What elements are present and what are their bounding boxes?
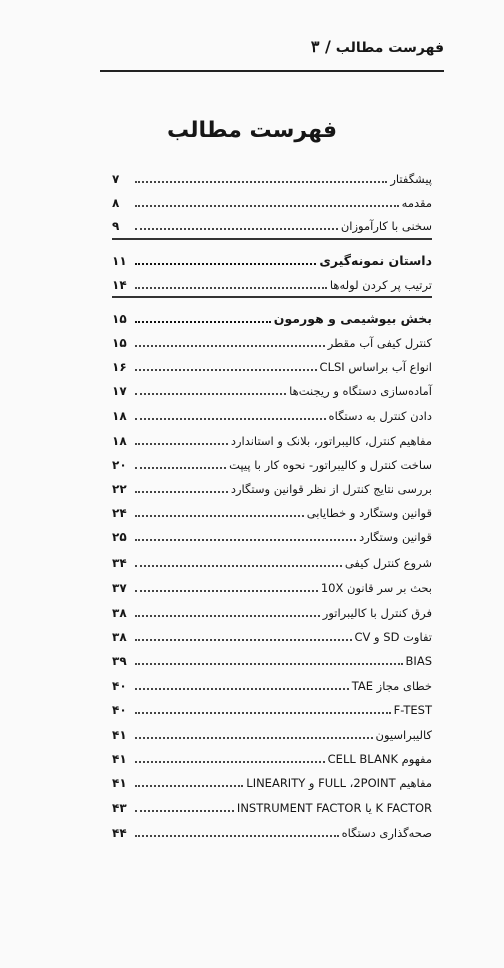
- toc-section[interactable]: [112, 248, 432, 268]
- leader-dots: [135, 393, 286, 395]
- toc-entry-label: ساخت کنترل و کالیبراتور- نحوه کار با پیپت: [229, 458, 432, 472]
- toc-entry[interactable]: [112, 476, 432, 496]
- toc-entry-page: ۲۲: [112, 482, 127, 496]
- leader-dots: [135, 761, 325, 763]
- leader-dots: [135, 565, 342, 567]
- toc-entry[interactable]: [112, 330, 432, 350]
- toc-entry[interactable]: [112, 722, 432, 742]
- page-title: فهرست مطالب: [166, 118, 338, 143]
- toc-section-label: داستان نمونه‌گیری: [319, 253, 432, 268]
- header-rule: [100, 70, 444, 72]
- toc-entry-label: شروع کنترل کیفی: [344, 556, 432, 570]
- toc-entry[interactable]: [112, 524, 432, 544]
- toc-entry-page: ۱۴: [112, 278, 127, 292]
- toc-entry-page: ۳۴: [112, 556, 127, 570]
- toc-entry[interactable]: [112, 575, 432, 595]
- toc-entry[interactable]: [112, 272, 432, 292]
- toc-entry[interactable]: [112, 770, 432, 790]
- toc-entry-page: ۴۱: [112, 728, 127, 742]
- toc-entry-label: پیشگفتار: [390, 172, 432, 186]
- toc-entry-page: ۴۰: [112, 703, 127, 717]
- toc-entry[interactable]: [112, 190, 432, 210]
- toc-entry-page: ۸: [112, 196, 120, 210]
- toc-entry-label: مفهوم CELL BLANK: [327, 752, 432, 766]
- toc-entry-page: ۲۵: [112, 530, 127, 544]
- leader-dots: [135, 418, 326, 420]
- toc-entry[interactable]: [112, 697, 432, 717]
- toc-entry-label: کالیبراسیون: [375, 728, 432, 742]
- toc-entry[interactable]: [112, 820, 432, 840]
- leader-dots: [135, 287, 327, 289]
- toc-entry-label: F-TEST: [393, 703, 432, 717]
- leader-dots: [135, 345, 325, 347]
- toc-entry-label: مفاهیم کنترل، کالیبراتور، بلانک و استاندارد: [230, 434, 432, 448]
- leader-dots: [135, 205, 399, 207]
- toc-entry[interactable]: [112, 673, 432, 693]
- toc-entry-label: مقدمه: [401, 196, 432, 210]
- toc-entry-label: صحه‌گذاری دستگاه: [341, 826, 432, 840]
- toc-entry[interactable]: [112, 795, 432, 815]
- toc-entry-page: ۱۸: [112, 434, 127, 448]
- toc-entry-page: ۱۵: [112, 336, 127, 350]
- toc-entry-label: آماده‌سازی دستگاه و ریجنت‌ها: [289, 384, 432, 398]
- toc-entry-label: قوانین وستگارد و خطایابی: [306, 506, 432, 520]
- toc-entry-page: ۴۰: [112, 679, 127, 693]
- section-divider: [112, 296, 432, 298]
- leader-dots: [135, 263, 316, 265]
- leader-dots: [135, 810, 234, 812]
- toc-entry[interactable]: [112, 600, 432, 620]
- toc-entry-label: انواع آب براساس CLSI: [319, 360, 432, 374]
- leader-dots: [135, 639, 352, 641]
- leader-dots: [135, 663, 403, 665]
- leader-dots: [135, 712, 391, 714]
- running-header-page-number: / ۳: [310, 37, 331, 56]
- leader-dots: [135, 228, 338, 230]
- toc-entry-page: ۴۴: [112, 826, 127, 840]
- toc-entry[interactable]: [112, 746, 432, 766]
- toc-entry-label: K FACTOR یا INSTRUMENT FACTOR: [236, 801, 432, 815]
- leader-dots: [135, 835, 339, 837]
- toc-entry-page: ۲۰: [112, 458, 127, 472]
- toc-entry-label: BIAS: [405, 654, 432, 668]
- toc-entry-page: ۳۹: [112, 654, 127, 668]
- toc-entry-page: ۳۷: [112, 581, 127, 595]
- toc-entry-label: سخنی با کارآموزان: [340, 219, 432, 233]
- toc-entry[interactable]: [112, 166, 432, 186]
- toc-section-page: ۱۵: [112, 312, 127, 326]
- toc-section-label: بخش بیوشیمی و هورمون: [273, 311, 432, 326]
- toc-section[interactable]: [112, 306, 432, 326]
- toc-entry-label: تفاوت SD و CV: [354, 630, 432, 644]
- toc-entry-page: ۴۱: [112, 776, 127, 790]
- section-divider: [112, 238, 432, 240]
- toc-entry-label: خطای مجاز TAE: [351, 679, 432, 693]
- toc-entry-label: قوانین وستگارد: [359, 530, 432, 544]
- leader-dots: [135, 181, 387, 183]
- toc-entry-page: ۲۴: [112, 506, 127, 520]
- leader-dots: [135, 443, 228, 445]
- toc-entry[interactable]: [112, 624, 432, 644]
- running-header-title: فهرست مطالب: [335, 40, 444, 56]
- toc-entry[interactable]: [112, 452, 432, 472]
- leader-dots: [135, 491, 228, 493]
- toc-entry[interactable]: [112, 354, 432, 374]
- leader-dots: [135, 590, 318, 592]
- leader-dots: [135, 737, 373, 739]
- running-header: [100, 37, 444, 56]
- leader-dots: [135, 369, 317, 371]
- toc-entry-label: کنترل کیفی آب مقطر: [327, 336, 432, 350]
- toc-entry[interactable]: [112, 378, 432, 398]
- toc-entry-page: ۴۱: [112, 752, 127, 766]
- toc-entry-page: ۴۳: [112, 801, 127, 815]
- toc-entry-page: ۱۶: [112, 360, 127, 374]
- leader-dots: [135, 688, 349, 690]
- leader-dots: [135, 539, 356, 541]
- toc-entry-label: مفاهیم FULL ،2POINT و LINEARITY: [246, 776, 432, 790]
- toc-entry[interactable]: [112, 500, 432, 520]
- toc-entry-page: ۱۸: [112, 409, 127, 423]
- toc-entry-page: ۱۷: [112, 384, 127, 398]
- leader-dots: [135, 515, 304, 517]
- toc-entry-page: ۷: [112, 172, 120, 186]
- toc-entry-label: دادن کنترل به دستگاه: [328, 409, 432, 423]
- toc-entry[interactable]: [112, 428, 432, 448]
- toc-entry-label: ترتیب پر کردن لوله‌ها: [329, 278, 432, 292]
- toc-entry[interactable]: [112, 550, 432, 570]
- toc-entry-label: بررسی نتایج کنترل از نظر قوانین وستگارد: [230, 482, 432, 496]
- toc-entry[interactable]: [112, 213, 432, 233]
- toc-entry-page: ۳۸: [112, 630, 127, 644]
- leader-dots: [135, 467, 226, 469]
- toc-entry[interactable]: [112, 648, 432, 668]
- leader-dots: [135, 785, 243, 787]
- toc-section-page: ۱۱: [112, 254, 127, 268]
- toc-entry-page: ۹: [112, 219, 120, 233]
- leader-dots: [135, 321, 271, 323]
- toc-entry[interactable]: [112, 403, 432, 423]
- toc-entry-label: بحث بر سر قانون 10X: [320, 581, 432, 595]
- toc-entry-label: فرق کنترل با کالیبراتور: [322, 606, 432, 620]
- leader-dots: [135, 615, 320, 617]
- toc-entry-page: ۳۸: [112, 606, 127, 620]
